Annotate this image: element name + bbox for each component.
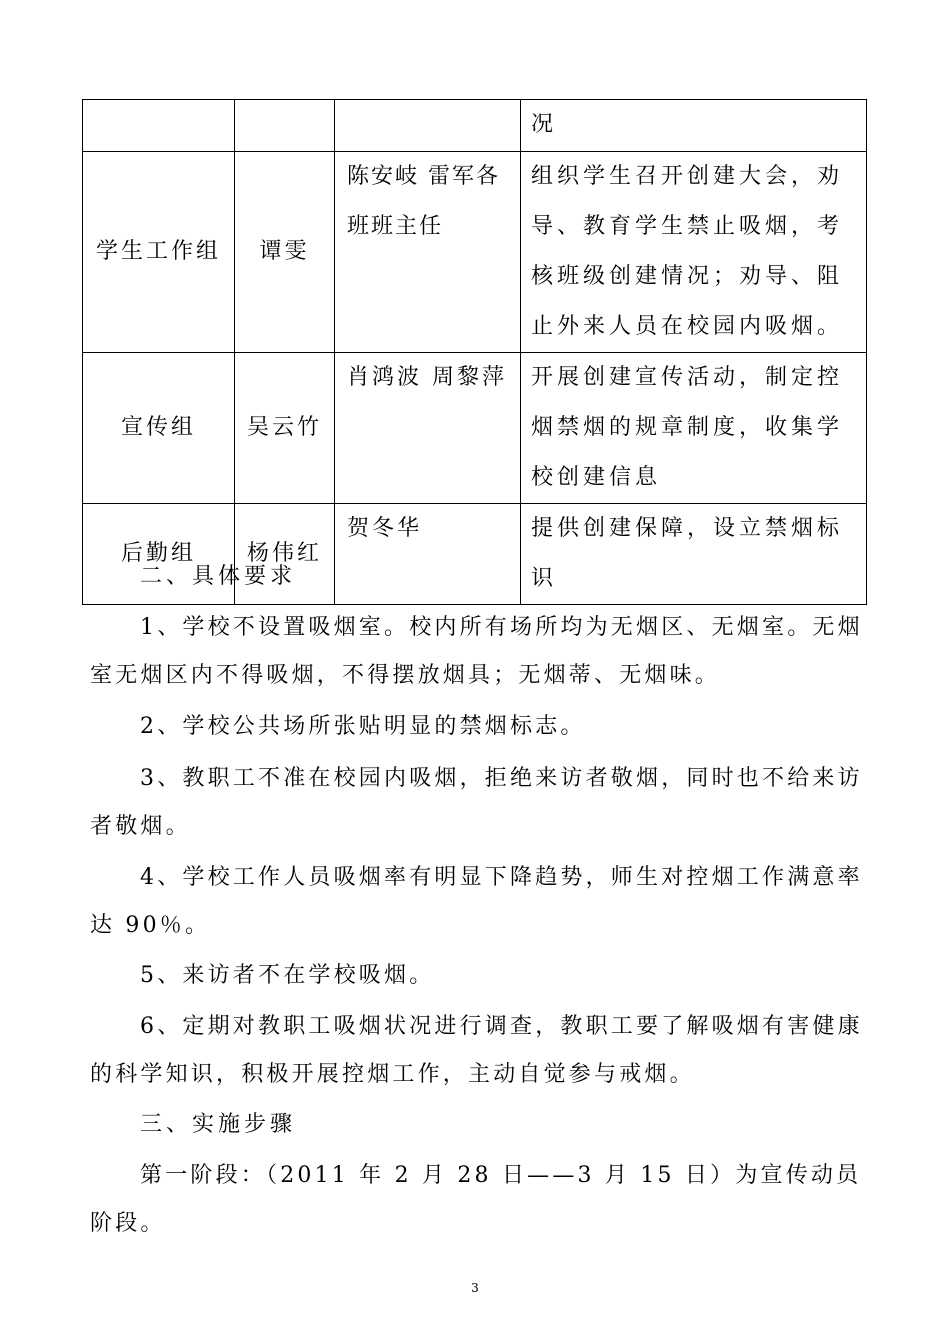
group-cell: 学生工作组	[83, 152, 235, 353]
duty-cell: 提供创建保障，设立禁烟标识	[521, 504, 867, 605]
section-heading-requirements: 二、具体要求	[140, 564, 297, 589]
members-cell: 肖鸿波 周黎萍	[335, 353, 521, 504]
duty-cell: 况	[521, 100, 867, 152]
group-cell: 宣传组	[83, 353, 235, 504]
duty-cell: 组织学生召开创建大会，劝导、教育学生禁止吸烟，考核班级创建情况；劝导、阻止外来人员在校园内吸烟。	[521, 152, 867, 353]
page-number: 3	[471, 1281, 479, 1295]
organization-table	[82, 99, 867, 605]
requirement-3: 3、教职工不准在校园内吸烟，拒绝来访者敬烟，同时也不给来访者敬烟。	[90, 766, 863, 839]
leader-cell: 吴云竹	[235, 353, 335, 504]
requirement-2: 2、学校公共场所张贴明显的禁烟标志。	[140, 714, 586, 739]
members-cell	[335, 100, 521, 152]
requirement-6: 6、定期对教职工吸烟状况进行调查，教职工要了解吸烟有害健康的科学知识，积极开展控烟工作，主动自觉参与戒烟。	[90, 1014, 863, 1087]
table-row	[83, 353, 867, 504]
group-cell: 后勤组	[83, 504, 235, 605]
table-row	[83, 152, 867, 353]
requirement-1: 1、学校不设置吸烟室。校内所有场所均为无烟区、无烟室。无烟室无烟区内不得吸烟，不得摆放烟具；无烟蒂、无烟味。	[90, 615, 863, 688]
members-cell: 陈安岐 雷军各班班主任	[335, 152, 521, 353]
leader-cell	[235, 100, 335, 152]
members-cell: 贺冬华	[335, 504, 521, 605]
leader-cell: 杨伟红	[235, 504, 335, 605]
requirement-5: 5、来访者不在学校吸烟。	[140, 963, 435, 988]
group-cell	[83, 100, 235, 152]
section-heading-steps: 三、实施步骤	[140, 1112, 297, 1137]
requirement-4: 4、学校工作人员吸烟率有明显下降趋势，师生对控烟工作满意率达 90％。	[90, 865, 863, 938]
duty-cell: 开展创建宣传活动，制定控烟禁烟的规章制度，收集学校创建信息	[521, 353, 867, 504]
table-row	[83, 100, 867, 152]
leader-cell: 谭雯	[235, 152, 335, 353]
stage-1: 第一阶段：（2011 年 2 月 28 日——3 月 15 日）为宣传动员阶段。	[90, 1163, 862, 1236]
